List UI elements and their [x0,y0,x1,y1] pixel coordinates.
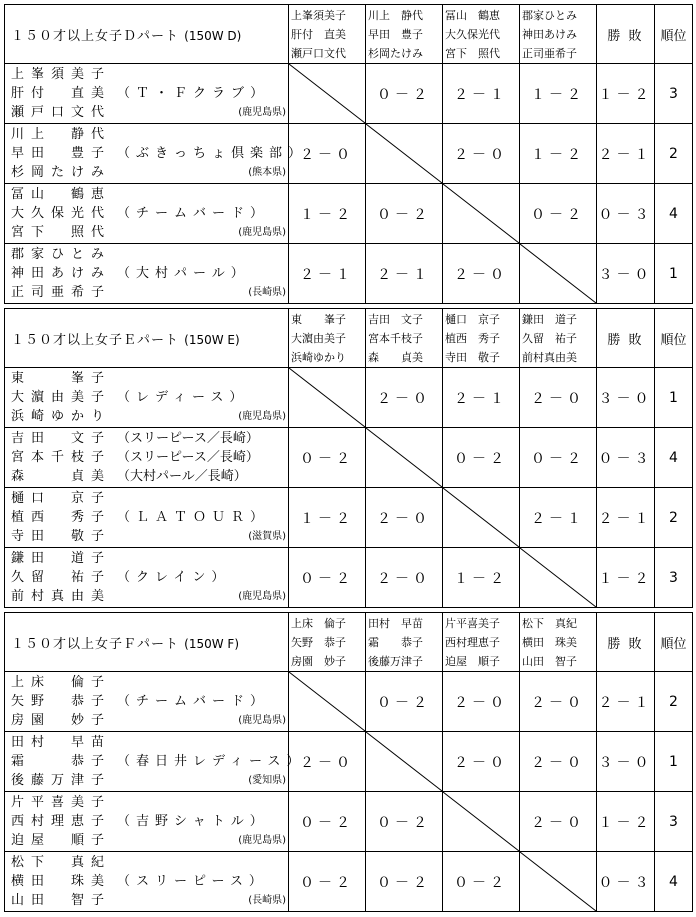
team-row [5,428,693,488]
opponent-name: 冨山 鶴恵 [445,8,500,22]
player-name: 西村理恵子 [11,814,112,829]
prefecture: (熊本県) [248,167,286,178]
rank-value: 3 [655,792,693,852]
opponent-name: 田村 早苗 [368,616,423,630]
team-cell [5,548,289,608]
player-name: 吉田 文子 [11,431,112,446]
opponent-name: 宮下 照代 [445,46,500,60]
opponent-header [520,309,597,368]
team-row [5,184,693,244]
pool-table [4,612,693,912]
diagonal-line [520,548,596,607]
opponent-name: 正司亜希子 [522,46,577,60]
self-match-cell [289,368,366,428]
opponent-name: 前村真由美 [522,350,577,364]
opponent-name: 東 峯子 [291,312,346,326]
match-score: ２－０ [443,124,520,184]
opponent-name: 早田 豊子 [368,27,423,41]
rank-value: 3 [655,548,693,608]
opponent-name: 房園 妙子 [291,654,346,668]
pool-title [5,309,289,368]
prefecture: (長崎県) [248,895,286,906]
opponent-name: 山田 智子 [522,654,577,668]
win-loss-record: ０－３ [597,852,655,912]
match-score: ０－２ [366,852,443,912]
team-row [5,792,693,852]
self-match-cell [366,428,443,488]
rank-value: 2 [655,672,693,732]
prefecture: (滋賀県) [248,531,286,542]
opponent-header [366,613,443,672]
diagonal-line [443,792,519,851]
match-score: ０－２ [443,852,520,912]
win-loss-record: １－２ [597,792,655,852]
player-name: 川上 静代 [11,127,112,142]
prefecture: (鹿児島県) [238,411,286,422]
team-cell [5,184,289,244]
match-score: １－２ [443,548,520,608]
match-score: ０－２ [520,184,597,244]
match-score: ２－１ [366,244,443,304]
opponent-header [289,309,366,368]
opponent-header [289,613,366,672]
match-score: ０－２ [289,792,366,852]
team-cell [5,244,289,304]
pool-title-text: １５０才以上女子Ｅパート [11,332,180,348]
diagonal-line [520,852,596,911]
club-name: （大村パール／長崎） [117,469,247,484]
team-cell [5,428,289,488]
win-loss-record: １－２ [597,64,655,124]
team-row [5,124,693,184]
team-row [5,732,693,792]
match-score: ２－０ [289,124,366,184]
prefecture: (鹿児島県) [238,715,286,726]
match-score: ０－２ [289,428,366,488]
team-cell [5,852,289,912]
diagonal-line [289,64,365,123]
opponent-name: 片平喜美子 [445,616,500,630]
team-row [5,368,693,428]
player-name: 後藤万津子 [11,773,112,788]
opponent-name: 神田あけみ [522,27,577,41]
diagonal-line [366,732,442,791]
match-score: ２－１ [443,368,520,428]
match-score: ２－０ [443,244,520,304]
win-loss-record: ３－０ [597,368,655,428]
player-name: 横田 珠美 [11,874,112,889]
opponent-header [366,309,443,368]
opponent-name: 上峯須美子 [291,8,346,22]
win-loss-header: 勝 敗 [597,309,655,368]
club-name: （ぶきっちょ倶楽部） [117,146,308,161]
player-name: 冨山 鶴恵 [11,187,112,202]
club-name: （大村パール） [117,266,250,281]
team-row [5,548,693,608]
player-name: 東 峯子 [11,371,112,386]
prefecture: (愛知県) [248,775,286,786]
diagonal-line [366,124,442,183]
diagonal-line [366,428,442,487]
opponent-name: 鎌田 道子 [522,312,577,326]
player-name: 神田あけみ [11,266,112,281]
team-cell [5,732,306,792]
player-name: 矢野 恭子 [11,694,112,709]
opponent-name: 瀬戸口文代 [291,46,346,60]
player-name: 瀬戸口文代 [11,105,112,120]
club-name: （春日井レディース） [117,754,306,769]
diagonal-line [443,488,519,547]
self-match-cell [443,488,520,548]
rank-value: 4 [655,184,693,244]
prefecture: (鹿児島県) [238,835,286,846]
pool-title-text: １５０才以上女子Ｄパート [11,28,180,44]
team-cell [5,672,289,732]
opponent-name: 植西 秀子 [445,331,500,345]
match-score: ２－０ [443,732,520,792]
rank-header: 順位 [655,5,693,64]
player-name: 早田 豊子 [11,146,112,161]
player-name: 大濵由美子 [11,390,112,405]
match-score: ０－２ [366,672,443,732]
match-score: ０－２ [289,852,366,912]
opponent-header [443,5,520,64]
club-name: （スリーピース／長崎） [117,431,259,446]
rank-header: 順位 [655,613,693,672]
self-match-cell [289,64,366,124]
pool-title-text: １５０才以上女子Ｆパート [11,636,180,652]
opponent-name: 上床 倫子 [291,616,346,630]
player-name: 肝付 直美 [11,86,112,101]
self-match-cell [520,548,597,608]
match-score: ２－１ [289,244,366,304]
opponent-name: 樋口 京子 [445,312,500,326]
opponent-header [443,309,520,368]
match-score: ２－１ [443,64,520,124]
match-score: ０－２ [366,64,443,124]
self-match-cell [520,244,597,304]
opponent-name: 杉岡たけみ [368,46,423,60]
opponent-name: 迫屋 順子 [445,654,500,668]
match-score: ２－０ [520,368,597,428]
match-score: ２－１ [520,488,597,548]
player-name: 上床 倫子 [11,675,112,690]
club-name: （レディース） [117,390,249,405]
opponent-name: 肝付 直美 [291,27,346,41]
match-score: ０－２ [443,428,520,488]
team-row [5,672,693,732]
player-name: 杉岡たけみ [11,165,112,180]
opponent-name: 久留 祐子 [522,331,577,345]
self-match-cell [289,672,366,732]
match-score: ２－０ [520,792,597,852]
win-loss-record: ３－０ [597,244,655,304]
player-name: 上峯須美子 [11,67,112,82]
player-name: 田村 早苗 [11,735,112,750]
player-name: 大久保光代 [11,206,112,221]
win-loss-header: 勝 敗 [597,613,655,672]
player-name: 前村真由美 [11,589,112,604]
match-score: ０－２ [520,428,597,488]
prefecture: (鹿児島県) [238,591,286,602]
team-row [5,244,693,304]
player-name: 樋口 京子 [11,491,112,506]
rank-value: 2 [655,124,693,184]
prefecture: (長崎県) [248,287,286,298]
player-name: 久留 祐子 [11,570,112,585]
team-row [5,64,693,124]
opponent-name: 後藤万津子 [368,654,423,668]
match-score: ０－２ [366,792,443,852]
win-loss-header: 勝 敗 [597,5,655,64]
team-cell [5,488,289,548]
rank-value: 2 [655,488,693,548]
player-name: 寺田 敬子 [11,529,112,544]
pool-table [4,4,693,304]
win-loss-record: ２－１ [597,672,655,732]
opponent-name: 宮本千枝子 [368,331,423,345]
opponent-name: 西村理恵子 [445,635,500,649]
pool-code: (150W D) [184,28,242,43]
player-name: 森 貞美 [11,469,112,484]
prefecture: (鹿児島県) [238,107,286,118]
match-score: １－２ [520,124,597,184]
player-name: 房園 妙子 [11,713,112,728]
club-name: （スリーピース） [117,874,268,889]
rank-value: 3 [655,64,693,124]
player-name: 山田 智子 [11,893,112,908]
team-row [5,488,693,548]
club-name: （チームバード） [117,694,270,709]
win-loss-record: ０－３ [597,184,655,244]
win-loss-record: ２－１ [597,488,655,548]
self-match-cell [520,852,597,912]
team-row [5,852,693,912]
pool-title [5,5,289,64]
win-loss-record: ３－０ [597,732,655,792]
club-name: （スリーピース／長崎） [117,450,259,465]
player-name: 迫屋 順子 [11,833,112,848]
club-name: （Ｔ・Ｆクラブ） [117,86,270,101]
rank-value: 1 [655,368,693,428]
player-name: 郡家ひとみ [11,247,112,262]
opponent-name: 横田 珠美 [522,635,577,649]
pool-title [5,613,289,672]
match-score: ２－０ [443,672,520,732]
rank-value: 1 [655,732,693,792]
team-cell [5,64,289,124]
player-name: 霜 恭子 [11,754,112,769]
rank-value: 4 [655,428,693,488]
match-score: ０－２ [289,548,366,608]
rank-header: 順位 [655,309,693,368]
team-cell [5,368,289,428]
opponent-header [520,5,597,64]
pool-table [4,308,693,608]
pool-code: (150W E) [184,332,240,347]
opponent-header [366,5,443,64]
pool-code: (150W F) [184,636,240,651]
opponent-name: 森 貞美 [368,350,423,364]
match-score: ２－０ [520,732,597,792]
team-cell [5,792,289,852]
win-loss-record: ２－１ [597,124,655,184]
diagonal-line [289,368,365,427]
opponent-name: 寺田 敬子 [445,350,500,364]
player-name: 鎌田 道子 [11,551,112,566]
club-name: （吉野シャトル） [117,814,269,829]
opponent-name: 川上 静代 [368,8,423,22]
match-score: ２－０ [289,732,366,792]
opponent-name: 浜崎ゆかり [291,350,346,364]
opponent-name: 霜 恭子 [368,635,423,649]
match-score: ２－０ [366,548,443,608]
win-loss-record: ０－３ [597,428,655,488]
match-score: １－２ [289,488,366,548]
self-match-cell [366,124,443,184]
club-name: （クレイン） [117,570,231,585]
prefecture: (鹿児島県) [238,227,286,238]
team-cell [5,124,308,184]
player-name: 宮下 照代 [11,225,112,240]
self-match-cell [443,792,520,852]
opponent-name: 大久保光代 [445,27,500,41]
opponent-header [443,613,520,672]
opponent-name: 大濵由美子 [291,331,346,345]
opponent-name: 松下 真紀 [522,616,577,630]
player-name: 植西 秀子 [11,510,112,525]
match-score: ２－０ [366,488,443,548]
match-score: １－２ [520,64,597,124]
diagonal-line [520,244,596,303]
player-name: 正司亜希子 [11,285,112,300]
opponent-name: 吉田 文子 [368,312,423,326]
player-name: 片平喜美子 [11,795,112,810]
rank-value: 4 [655,852,693,912]
self-match-cell [443,184,520,244]
match-score: ２－０ [520,672,597,732]
player-name: 松下 真紀 [11,855,112,870]
player-name: 浜崎ゆかり [11,409,112,424]
match-score: ２－０ [366,368,443,428]
club-name: （ＬＡＴＯＵＲ） [117,510,270,525]
self-match-cell [366,732,443,792]
diagonal-line [443,184,519,243]
diagonal-line [289,672,365,731]
match-score: １－２ [289,184,366,244]
opponent-name: 矢野 恭子 [291,635,346,649]
match-score: ０－２ [366,184,443,244]
win-loss-record: １－２ [597,548,655,608]
player-name: 宮本千枝子 [11,450,112,465]
opponent-name: 郡家ひとみ [522,8,577,22]
club-name: （チームバード） [117,206,270,221]
opponent-header [289,5,366,64]
rank-value: 1 [655,244,693,304]
opponent-header [520,613,597,672]
